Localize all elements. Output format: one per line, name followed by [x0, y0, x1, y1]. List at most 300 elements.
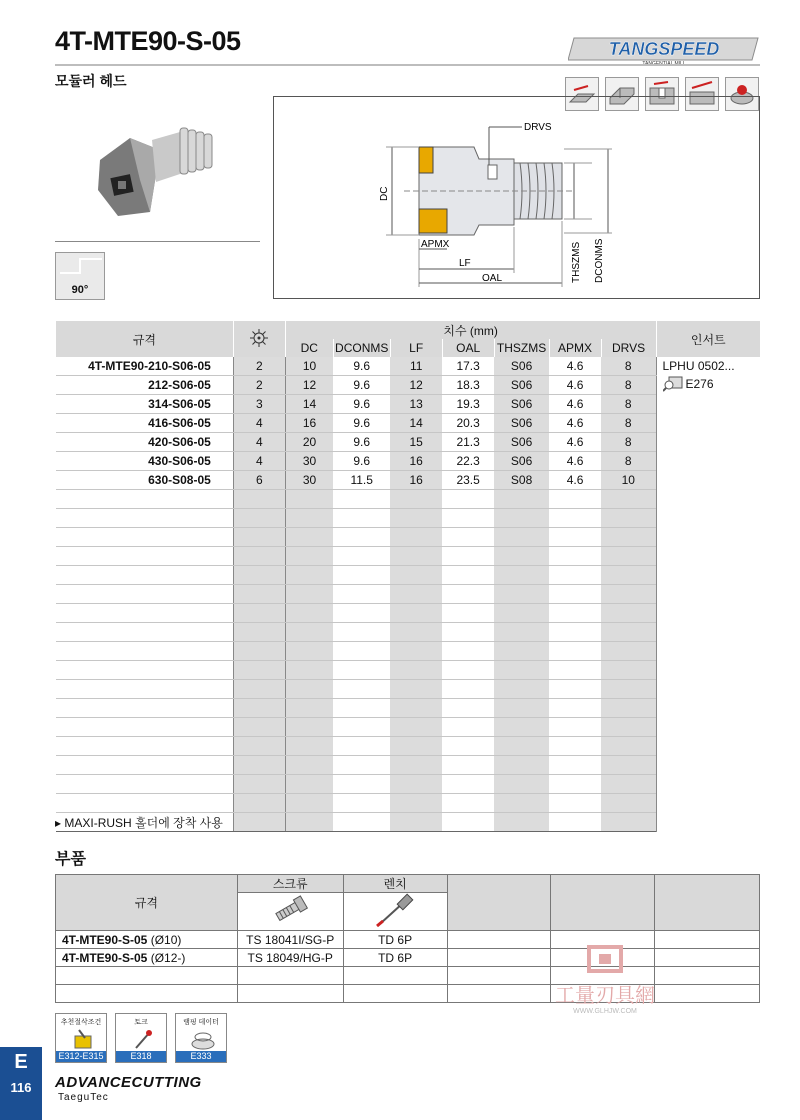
dim-header: OAL [442, 339, 494, 357]
dim-value [390, 718, 442, 737]
table-row [56, 661, 761, 680]
row-code [56, 490, 234, 509]
table-row [56, 680, 761, 699]
dim-value [494, 604, 549, 623]
insert-ref: E276 [685, 377, 714, 391]
dim-value [285, 642, 333, 661]
code-suffix: 210-S06-05 [148, 359, 211, 373]
table-row [56, 585, 761, 604]
dim-value [601, 813, 656, 832]
dim-value [442, 718, 494, 737]
screw-value [237, 967, 343, 985]
teeth-count [233, 490, 285, 509]
dim-value [442, 547, 494, 566]
dim-value: 21.3 [442, 433, 494, 452]
dim-value: 4.6 [549, 433, 601, 452]
dim-value: 22.3 [442, 452, 494, 471]
screw-value: TS 18041I/SG-P [237, 931, 343, 949]
dim-value: 8 [601, 376, 656, 395]
magnifier-icon [663, 376, 683, 392]
parts-code [56, 967, 238, 985]
dim-value: S06 [494, 376, 549, 395]
dim-value [549, 680, 601, 699]
insert-cell [656, 357, 760, 832]
dim-value [390, 661, 442, 680]
dim-value [285, 756, 333, 775]
table-row [56, 775, 761, 794]
dim-value [601, 585, 656, 604]
watermark-logo [585, 944, 625, 974]
dim-value: S06 [494, 452, 549, 471]
table-row [56, 566, 761, 585]
table-row [56, 452, 761, 471]
dim-value [285, 528, 333, 547]
dim-value [285, 794, 333, 813]
insert-header: 인서트 [656, 321, 760, 357]
wrench-value [343, 967, 447, 985]
empty-cell [447, 931, 551, 949]
dim-header: DCONMS [335, 341, 389, 355]
dim-value [494, 699, 549, 718]
dim-value [601, 509, 656, 528]
dim-value [494, 547, 549, 566]
table-row [56, 433, 761, 452]
empty-cell [655, 967, 760, 985]
dim-value [601, 604, 656, 623]
dim-value: 9.6 [333, 452, 390, 471]
dim-value [333, 623, 390, 642]
dim-value [333, 737, 390, 756]
ramping-data-icon [190, 1028, 216, 1050]
dim-value [333, 661, 390, 680]
dim-value [285, 490, 333, 509]
code-suffix: 416-S06-05 [148, 416, 211, 430]
dim-value: 4.6 [549, 452, 601, 471]
wrench-header: 렌치 [343, 875, 447, 893]
teeth-count-header [233, 321, 285, 357]
dim-value: 14 [390, 414, 442, 433]
svg-text:DC: DC [379, 186, 390, 201]
teeth-count [233, 604, 285, 623]
dim-header: THSZMS [494, 339, 549, 357]
row-code [56, 395, 234, 414]
dim-value [494, 509, 549, 528]
wrench-value: TD 6P [343, 949, 447, 967]
dim-value [442, 528, 494, 547]
title-rule [55, 64, 760, 66]
dim-value [285, 737, 333, 756]
dim-value [601, 794, 656, 813]
dim-value [333, 794, 390, 813]
table-row [56, 642, 761, 661]
dim-value [333, 528, 390, 547]
dim-value: 9.6 [333, 395, 390, 414]
dim-header: DC [285, 339, 333, 357]
teeth-count: 2 [233, 376, 285, 395]
teeth-count: 6 [233, 471, 285, 490]
table-row [56, 737, 761, 756]
row-code [56, 756, 234, 775]
empty-cell [655, 931, 760, 949]
dim-value [285, 509, 333, 528]
dim-value [601, 490, 656, 509]
teeth-count [233, 737, 285, 756]
dim-value: 9.6 [333, 433, 390, 452]
dim-value [442, 509, 494, 528]
table-row [56, 395, 761, 414]
dim-value [549, 756, 601, 775]
svg-text:APMX: APMX [421, 239, 450, 250]
dim-value [442, 585, 494, 604]
dim-value [601, 756, 656, 775]
dim-value [494, 528, 549, 547]
dim-value [285, 680, 333, 699]
row-code [56, 452, 234, 471]
dim-value [494, 737, 549, 756]
dim-value [494, 794, 549, 813]
dim-value: 4.6 [549, 471, 601, 490]
dim-header: APMX [549, 339, 601, 357]
section-tab [0, 1047, 42, 1120]
dim-value [601, 699, 656, 718]
empty-cell [655, 985, 760, 1003]
parts-code-main: 4T-MTE90-S-05 [62, 932, 148, 947]
dim-value [442, 680, 494, 699]
dim-value [494, 775, 549, 794]
dim-value: 20 [285, 433, 333, 452]
row-code [56, 566, 234, 585]
dim-value [549, 718, 601, 737]
dim-value [390, 585, 442, 604]
dim-value: 4.6 [549, 357, 601, 376]
dim-value [285, 566, 333, 585]
dim-value: S08 [494, 471, 549, 490]
teeth-count [233, 699, 285, 718]
dim-value [390, 794, 442, 813]
dim-value: 8 [601, 395, 656, 414]
svg-text:LF: LF [459, 258, 471, 269]
dim-value: 16 [390, 452, 442, 471]
screw-header: 스크류 [237, 875, 343, 893]
col-code-header: 규격 [56, 321, 234, 357]
dim-value: 17.3 [442, 357, 494, 376]
dim-value: 12 [285, 376, 333, 395]
dim-value [549, 528, 601, 547]
dim-value [549, 490, 601, 509]
dim-header: DRVS [601, 339, 656, 357]
dim-value [390, 642, 442, 661]
row-code [56, 547, 234, 566]
code-suffix: 630-S08-05 [148, 473, 211, 487]
dim-value [390, 509, 442, 528]
table-row [56, 604, 761, 623]
dim-value [494, 623, 549, 642]
teeth-count: 4 [233, 452, 285, 471]
dim-group-header: 치수 (mm) [285, 321, 656, 339]
teeth-count [233, 528, 285, 547]
parts-code-main: 4T-MTE90-S-05 [62, 950, 148, 965]
dim-value [333, 604, 390, 623]
dim-value: S06 [494, 357, 549, 376]
dim-value: S06 [494, 433, 549, 452]
dim-value [601, 547, 656, 566]
cutting-conditions-icon [72, 1028, 94, 1050]
dim-value: 8 [601, 414, 656, 433]
row-code [56, 433, 234, 452]
dim-value [390, 737, 442, 756]
dim-value [442, 813, 494, 832]
row-code [56, 775, 234, 794]
dim-value [390, 756, 442, 775]
dim-value [390, 775, 442, 794]
section-letter: E [14, 1051, 28, 1073]
dim-value [390, 566, 442, 585]
table-row [56, 756, 761, 775]
dim-value [442, 623, 494, 642]
dim-value [285, 585, 333, 604]
dim-value [549, 623, 601, 642]
dim-value [285, 661, 333, 680]
row-code [56, 471, 234, 490]
svg-text:DRVS: DRVS [524, 122, 552, 133]
dim-value: 15 [390, 433, 442, 452]
dim-value: S06 [494, 414, 549, 433]
wrench-value [343, 985, 447, 1003]
dim-value [442, 490, 494, 509]
dim-value: 4.6 [549, 395, 601, 414]
dim-value [285, 547, 333, 566]
dim-value: 30 [285, 452, 333, 471]
dim-value: 19.3 [442, 395, 494, 414]
dim-value [442, 604, 494, 623]
dim-value: 16 [285, 414, 333, 433]
dim-value: 9.6 [333, 414, 390, 433]
teeth-count [233, 775, 285, 794]
dim-value [390, 490, 442, 509]
dim-value [494, 585, 549, 604]
table-row [56, 509, 761, 528]
dim-value: 10 [285, 357, 333, 376]
dim-value: 4.6 [549, 376, 601, 395]
screw-image [237, 893, 343, 931]
parts-code-spec: (Ø10) [150, 932, 182, 947]
dim-value [390, 680, 442, 699]
dim-value [333, 813, 390, 832]
dim-value [390, 623, 442, 642]
parts-title: 부품 [55, 851, 86, 868]
dim-header: LF [390, 339, 442, 357]
dim-value [390, 813, 442, 832]
dim-value: 13 [390, 395, 442, 414]
dim-value [333, 585, 390, 604]
row-code [56, 699, 234, 718]
dim-value: 23.5 [442, 471, 494, 490]
dim-value [333, 490, 390, 509]
dim-value [442, 566, 494, 585]
dim-value: 9.6 [333, 357, 390, 376]
parts-code [56, 985, 238, 1003]
dim-value [549, 737, 601, 756]
page-subtitle: 모듈러 헤드 [55, 73, 127, 89]
dim-value [333, 775, 390, 794]
table-row [56, 357, 761, 376]
teeth-count [233, 718, 285, 737]
watermark: 工量刃具網 WWW.GLHJW.COM [540, 944, 670, 1015]
row-code [56, 357, 234, 376]
ref-torque[interactable]: 토크 E318 [115, 1013, 167, 1063]
dim-value [601, 775, 656, 794]
dim-value [285, 813, 333, 832]
torque-icon [132, 1028, 154, 1050]
teeth-count [233, 566, 285, 585]
table-row [56, 623, 761, 642]
dim-value [549, 566, 601, 585]
row-code [56, 509, 234, 528]
dim-value [442, 737, 494, 756]
dim-value: 8 [601, 433, 656, 452]
dim-value: 8 [601, 452, 656, 471]
table-row [56, 528, 761, 547]
dim-value [285, 718, 333, 737]
table-row [56, 490, 761, 509]
empty-cell [447, 967, 551, 985]
wrench-image [343, 893, 447, 931]
dim-value [333, 642, 390, 661]
dim-value [601, 566, 656, 585]
dim-value: 20.3 [442, 414, 494, 433]
svg-text:TANGSPEED: TANGSPEED [608, 39, 720, 59]
teeth-count: 4 [233, 414, 285, 433]
teeth-count [233, 623, 285, 642]
dim-value [390, 547, 442, 566]
dim-value [549, 547, 601, 566]
dim-value [390, 699, 442, 718]
empty-cell [447, 949, 551, 967]
angle-divider [55, 241, 260, 242]
dim-value [549, 509, 601, 528]
wrench-value: TD 6P [343, 931, 447, 949]
dim-value [549, 813, 601, 832]
ref-cutting-conditions[interactable]: 추천절삭조건 E312-E315 [55, 1013, 107, 1063]
dim-value [601, 528, 656, 547]
empty-cell [655, 949, 760, 967]
dim-value [285, 604, 333, 623]
page-number: 116 [10, 1080, 32, 1095]
dim-value [442, 642, 494, 661]
screw-value: TS 18049/HG-P [237, 949, 343, 967]
dim-value [494, 680, 549, 699]
ref-ramping-data[interactable]: 램핑 데이터 E333 [175, 1013, 227, 1063]
dim-value: 12 [390, 376, 442, 395]
parts-code [56, 949, 238, 967]
angle-label: 90° [71, 284, 89, 296]
teeth-count [233, 642, 285, 661]
parts-code [56, 931, 238, 949]
teeth-count: 2 [233, 357, 285, 376]
table-row [56, 471, 761, 490]
modular-head-image [90, 120, 220, 220]
dimension-diagram [273, 96, 760, 299]
teeth-count [233, 661, 285, 680]
dim-value: 8 [601, 357, 656, 376]
dim-value: 16 [390, 471, 442, 490]
insert-code: LPHU 0502... [662, 359, 735, 373]
dim-value [333, 680, 390, 699]
dim-value [549, 604, 601, 623]
table-row [56, 699, 761, 718]
row-code [56, 737, 234, 756]
dim-value: 11.5 [333, 471, 390, 490]
dim-value [601, 642, 656, 661]
dim-value [601, 680, 656, 699]
dim-value [442, 699, 494, 718]
dim-value [390, 604, 442, 623]
code-suffix: 420-S06-05 [148, 435, 211, 449]
dim-value [549, 794, 601, 813]
dim-value [285, 623, 333, 642]
dim-value [333, 699, 390, 718]
teeth-count [233, 756, 285, 775]
dim-value [390, 528, 442, 547]
code-suffix: 430-S06-05 [148, 454, 211, 468]
parts-code-header: 규격 [56, 875, 238, 931]
dim-value [442, 661, 494, 680]
company-name: TaeguTec [58, 1092, 109, 1103]
row-code [56, 585, 234, 604]
dim-value [549, 642, 601, 661]
table-row [56, 718, 761, 737]
dim-value: 30 [285, 471, 333, 490]
row-code [56, 642, 234, 661]
dim-value [333, 756, 390, 775]
row-code [56, 528, 234, 547]
parts-code-spec: (Ø12-) [150, 950, 186, 965]
row-code [56, 794, 234, 813]
row-code [56, 623, 234, 642]
teeth-count [233, 547, 285, 566]
svg-text:DCONMS: DCONMS [594, 238, 605, 283]
dim-value [549, 585, 601, 604]
teeth-count: 3 [233, 395, 285, 414]
row-code [56, 604, 234, 623]
code-suffix: 212-S06-05 [148, 378, 211, 392]
dim-value [285, 699, 333, 718]
dim-value [285, 775, 333, 794]
dim-value [494, 718, 549, 737]
row-code [56, 718, 234, 737]
dim-value [601, 661, 656, 680]
table-row [56, 794, 761, 813]
dim-value: 14 [285, 395, 333, 414]
insert-ref-link[interactable] [663, 376, 761, 392]
cutter-teeth-icon [249, 328, 269, 348]
teeth-count: 4 [233, 433, 285, 452]
row-code [56, 661, 234, 680]
dim-value: 18.3 [442, 376, 494, 395]
dim-value [494, 566, 549, 585]
dim-value [442, 794, 494, 813]
dim-value [442, 775, 494, 794]
teeth-count [233, 585, 285, 604]
code-suffix: 314-S06-05 [148, 397, 211, 411]
dim-value [442, 756, 494, 775]
table-row [56, 376, 761, 395]
dim-value [333, 718, 390, 737]
table-row [56, 547, 761, 566]
dim-value [494, 490, 549, 509]
teeth-count [233, 794, 285, 813]
svg-text:OAL: OAL [482, 273, 503, 284]
